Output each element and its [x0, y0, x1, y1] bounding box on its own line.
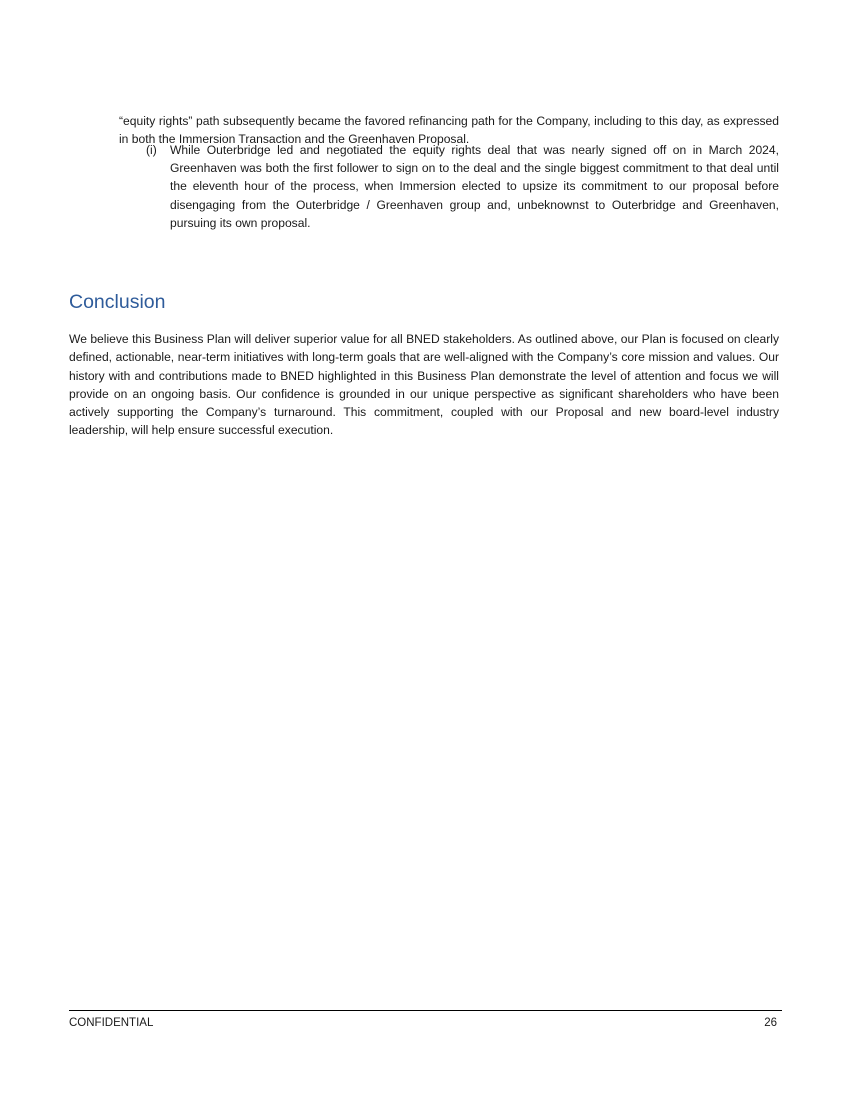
list-marker: (i) — [146, 143, 157, 157]
section-heading-conclusion: Conclusion — [69, 291, 166, 313]
list-item-text: While Outerbridge led and negotiated the equity rights deal that was nearly signed off on in March 2024, Greenhaven was both the first follower to sign on to the deal and the single biggest commitment to that deal until the eleventh hour of the process, when Immersion elected to upsize its commitment to our proposal before disengaging from the Outerbridge / Greenhaven group and, unbeknownst to Outerbridge and Greenhaven, pursuing its own proposal. — [170, 143, 779, 230]
footer-confidential-label: CONFIDENTIAL — [69, 1017, 154, 1029]
footer-page-number: 26 — [764, 1017, 777, 1029]
conclusion-paragraph: We believe this Business Plan will deliver superior value for all BNED stakeholders. As outlined above, our Plan is focused on clearly defined, actionable, near-term initiatives with long-term goals that are well-aligned with the Company’s core mission and values. Our history with and contributions made to BNED highlighted in this Business Plan demonstrate the level of attention and focus we will provide on an ongoing basis. Our confidence is grounded in our unique perspective as significant shareholders who have been actively supporting the Company’s turnaround. This commitment, coupled with our Proposal and new board-level industry leadership, will help ensure successful execution. — [69, 332, 779, 438]
list-item — [146, 141, 779, 232]
continuation-paragraph: “equity rights” path subsequently became the favored refinancing path for the Company, including to this day, as expressed in both the Immersion Transaction and the Greenhaven Proposal. — [119, 114, 779, 147]
footer-divider — [69, 1010, 782, 1011]
